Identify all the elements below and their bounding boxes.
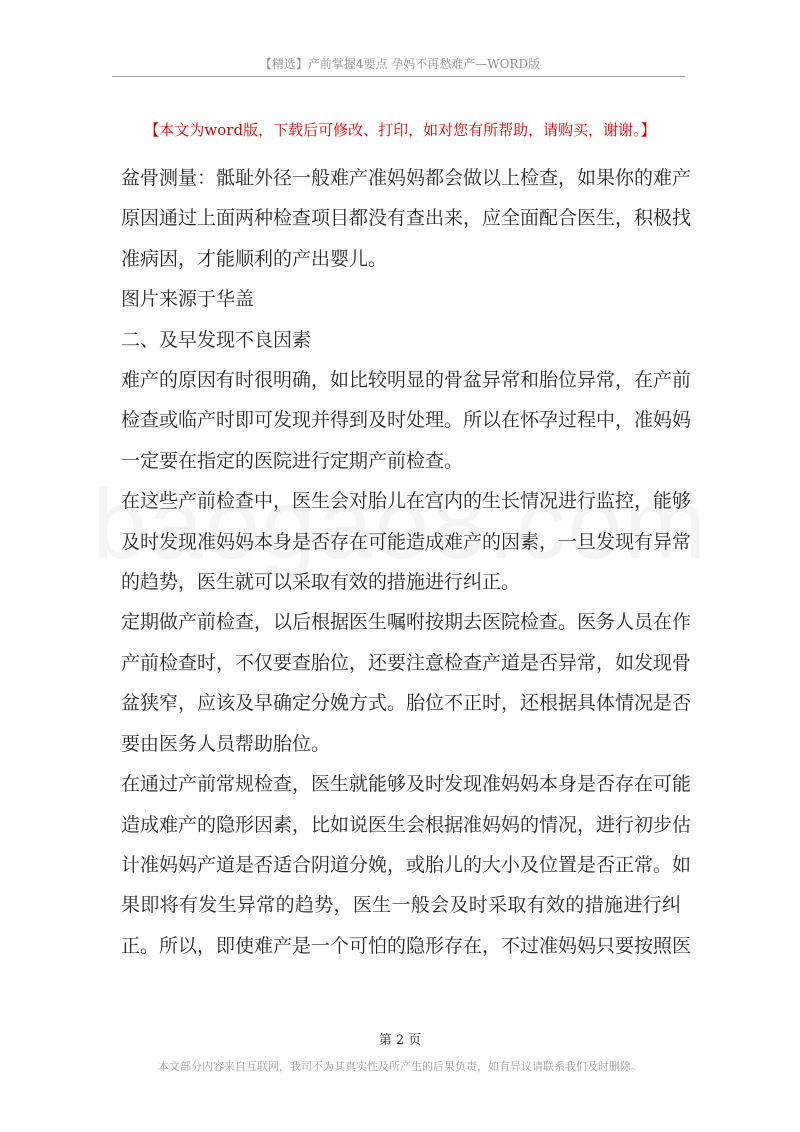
footer-disclaimer: 本文部分内容来自互联网，我司不为其真实性及所产生的后果负责，如有异议请联系我们及时删除。 [158,1060,642,1073]
page-header: 【精选】产前掌握4要点 孕妈不再愁难产—WORD版 [259,57,541,71]
body-line: 一定要在指定的医院进行定期产前检查。 [121,449,464,472]
download-notice: 【本文为word版，下载后可修改、打印，如对您有所帮助，请购买，谢谢。】 [144,121,656,139]
header-divider [112,76,685,77]
document-body [121,158,692,966]
body-line: 在通过产前常规检查，医生就能够及时发现准妈妈本身是否存在可能 [121,773,692,796]
body-line: 及时发现准妈妈本身是否存在可能造成难产的因素，一旦发现有异常 [121,530,692,553]
body-line: 造成难产的隐形因素，比如说医生会根据准妈妈的情况，进行初步估 [121,813,692,836]
section-heading: 二、及早发现不良因素 [121,328,312,351]
page-number: 第 2 页 [378,1033,422,1048]
body-line: 果即将有发生异常的趋势，医生一般会及时采取有效的措施进行纠 [121,894,681,917]
body-line: 检查或临产时即可发现并得到及时处理。所以在怀孕过程中，准妈妈 [121,409,692,432]
body-line: 产前检查时，不仅要查胎位，还要注意检查产道是否异常，如发现骨 [121,651,692,674]
body-line: 盆狭窄，应该及早确定分娩方式。胎位不正时，还根据具体情况是否 [121,692,692,715]
body-line: 正。所以，即使难产是一个可怕的隐形存在，不过准妈妈只要按照医 [121,934,692,957]
body-line: 的趋势，医生就可以采取有效的措施进行纠正。 [121,571,521,594]
body-line: 定期做产前检查，以后根据医生嘱咐按期去医院检查。医务人员在作 [121,611,692,634]
body-line: 难产的原因有时很明确，如比较明显的骨盆异常和胎位异常，在产前 [121,369,692,392]
body-line: 图片来源于华盖 [121,288,255,311]
body-line: 计准妈妈产道是否适合阴道分娩，或胎儿的大小及位置是否正常。如 [121,853,692,876]
body-line: 盆骨测量：骶耻外径一般难产准妈妈都会做以上检查，如果你的难产 [121,167,692,189]
body-line: 在这些产前检查中，医生会对胎儿在宫内的生长情况进行监控，能够 [121,490,692,513]
body-line: 原因通过上面两种检查项目都没有查出来，应全面配合医生，积极找 [121,207,692,230]
body-line: 要由医务人员帮助胎位。 [121,732,331,755]
body-line: 准病因，才能顺利的产出婴儿。 [121,247,388,270]
